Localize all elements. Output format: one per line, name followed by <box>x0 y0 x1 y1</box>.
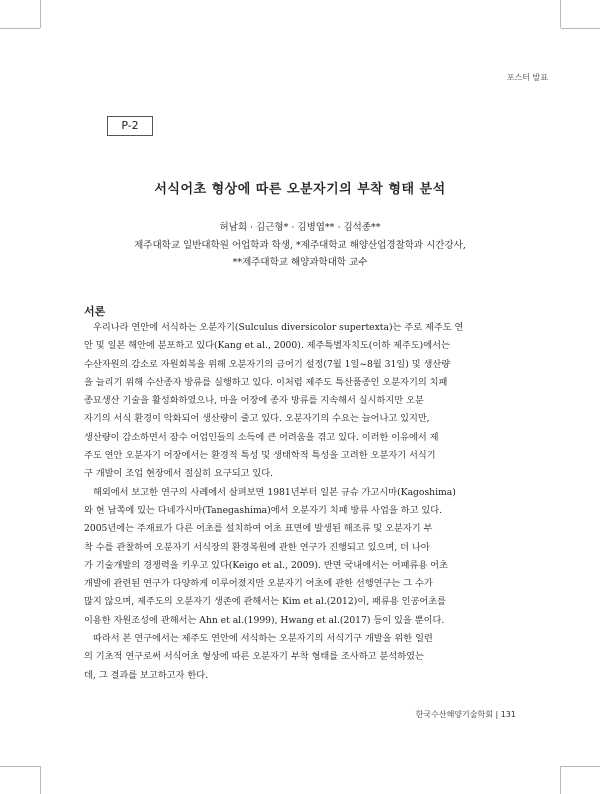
author-list: 허남희 · 김근형* · 김병엽** · 김석종** <box>219 222 381 233</box>
crop-mark <box>0 28 40 29</box>
affiliation-line: **제주대학교 해양과학대학 교수 <box>232 257 368 268</box>
crop-mark <box>560 766 561 794</box>
body-line: 구 개발이 조업 현장에서 절실히 요구되고 있다. <box>84 468 274 480</box>
body-line: 생산량이 감소하면서 잠수 어업인들의 소득에 큰 어려움을 겪고 있다. 이러한 이유에서 제 <box>84 431 439 443</box>
body-line: 우리나라 연안에 서식하는 오분자기(Sulculus diversicolor supertexta)는 주로 제주도 연 <box>93 322 464 333</box>
body-line: 종묘생산 기술을 활성화하였으나, 마을 어장에 종자 방류를 지속해서 실시하지만 오분 <box>84 395 424 407</box>
body-line: 가 기술개발의 경쟁력을 키우고 있다(Keigo et al., 2009). 반면 국내에서는 어패류용 어초 <box>84 559 448 571</box>
session-code-box: P-2 <box>107 116 153 136</box>
affiliation-line: 제주대학교 일반대학원 어업학과 학생, *제주대학교 해양산업경찰학과 시간강사, <box>134 240 466 251</box>
body-line: 주도 연안 오분자기 어장에서는 환경적 특성 및 생태학적 특성을 고려한 오분자기 서식기 <box>84 450 436 462</box>
crop-mark <box>561 28 600 29</box>
body-line: 2005년에는 주재료가 다른 어초를 설치하여 어초 표면에 발생된 해조류 및 오분자기 부 <box>84 523 433 535</box>
paper-title: 서식어초 형상에 따른 오분자기의 부착 형태 분석 <box>154 182 446 197</box>
body-line: 와 현 남쪽에 있는 다네가시마(Tanegashima)에서 오분자기 치패 방류 사업을 하고 있다. <box>84 504 443 516</box>
crop-mark <box>560 0 561 28</box>
page-footer: 한국수산해양기술학회 | 131 <box>415 710 516 719</box>
body-line: 의 기초적 연구로써 서식어초 형상에 따른 오분자기 부착 형태를 조사하고 분석하였는 <box>84 651 424 663</box>
body-line: 안 및 일본 해안에 분포하고 있다(Kang et al., 2000). 제주특별자치도(이하 제주도)에서는 <box>84 340 450 352</box>
body-line: 자기의 서식 환경이 악화되어 생산량이 줄고 있다. 오분자기의 수요는 늘어나고 있지만, <box>84 413 430 425</box>
body-line: 해외에서 보고한 연구의 사례에서 살펴보면 1981년부터 일본 규슈 가고시마(Kagoshima) <box>93 486 456 498</box>
body-line: 착 수를 관찰하여 오분자기 서식장의 환경복원에 관한 연구가 진행되고 있으며, 더 나아 <box>84 541 430 553</box>
section-heading: 서론 <box>84 305 106 318</box>
body-line: 을 늘리기 위해 수산종자 방류를 실행하고 있다. 이처럼 제주도 특산품종인 오분자기의 치패 <box>84 376 448 388</box>
crop-mark <box>40 766 41 794</box>
body-line: 데, 그 결과를 보고하고자 한다. <box>84 669 209 681</box>
body-line: 개발에 관련된 연구가 다양하게 이루어졌지만 오분자기 어초에 관한 선행연구는 그 수가 <box>84 578 433 590</box>
crop-mark <box>40 0 41 28</box>
body-line: 따라서 본 연구에서는 제주도 연안에 서식하는 오분자기의 서식기구 개발을 위한 일련 <box>93 633 433 645</box>
body-text <box>84 319 516 685</box>
crop-mark <box>561 766 600 767</box>
body-line: 이용한 자원조성에 관해서는 Ahn et al.(1999), Hwang et al.(2017) 등이 있을 뿐이다. <box>84 614 445 626</box>
body-line: 수산자원의 감소로 자원회복을 위해 오분자기의 금어기 설정(7월 1일~8월 31일) 및 생산량 <box>84 358 451 370</box>
body-line: 많지 않으며, 제주도의 오분자기 생존에 관해서는 Kim et al.(2012)이, 패류용 인공어초를 <box>84 596 446 608</box>
crop-mark <box>0 766 40 767</box>
running-header: 포스터 발표 <box>506 73 548 82</box>
